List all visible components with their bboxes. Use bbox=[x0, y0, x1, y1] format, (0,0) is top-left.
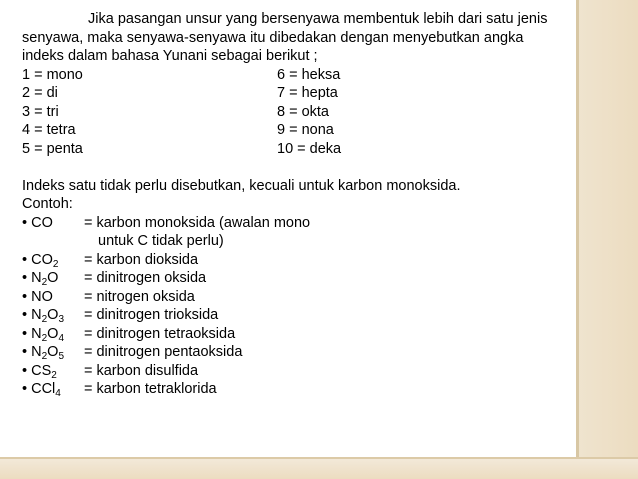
bullet: • bbox=[22, 381, 28, 397]
bullet: • bbox=[22, 214, 28, 231]
compound-name-continuation: untuk C tidak perlu) bbox=[98, 233, 224, 249]
compound-name: = karbon tetraklorida bbox=[84, 381, 217, 397]
bullet: • bbox=[22, 288, 28, 305]
subscript: 2 bbox=[52, 258, 59, 270]
spacer bbox=[22, 158, 582, 177]
formula-part: O bbox=[47, 325, 59, 342]
formula-part: N bbox=[31, 270, 42, 286]
subscript: 2 bbox=[41, 351, 48, 362]
decorative-bottom-band bbox=[0, 457, 638, 479]
formula-part: N bbox=[31, 325, 42, 342]
subscript: 2 bbox=[41, 277, 48, 288]
subscript: 2 bbox=[41, 314, 48, 325]
example-row bbox=[22, 325, 582, 344]
decorative-side-band bbox=[576, 0, 638, 479]
formula-part: O bbox=[47, 307, 59, 323]
formula-part: O bbox=[47, 344, 59, 360]
subscript: 4 bbox=[55, 388, 61, 399]
bullet: • bbox=[22, 362, 28, 379]
bullet: • bbox=[22, 344, 28, 360]
prefix-row bbox=[22, 66, 582, 85]
bullet: • bbox=[22, 307, 28, 323]
compound-name: = nitrogen oksida bbox=[84, 288, 195, 305]
formula bbox=[22, 306, 84, 325]
compound-name: = karbon disulfida bbox=[84, 362, 199, 379]
example-row bbox=[22, 362, 582, 381]
prefix-right: 8 = okta bbox=[277, 103, 329, 120]
bullet: • bbox=[22, 325, 28, 342]
formula bbox=[22, 380, 84, 399]
prefix-left: 1 = mono bbox=[22, 66, 83, 83]
prefix-row bbox=[22, 84, 582, 103]
prefix-row bbox=[22, 140, 582, 159]
example-heading: Contoh: bbox=[22, 196, 73, 212]
subscript: 5 bbox=[58, 351, 64, 362]
prefix-left: 2 = di bbox=[22, 85, 58, 101]
slide-content bbox=[22, 10, 582, 399]
compound-name: = dinitrogen trioksida bbox=[84, 307, 219, 323]
compound-name: = dinitrogen tetraoksida bbox=[84, 325, 236, 342]
example-row bbox=[22, 380, 582, 399]
formula-part: CO bbox=[31, 251, 53, 268]
prefix-left: 4 = tetra bbox=[22, 122, 76, 138]
compound-name: = dinitrogen pentaoksida bbox=[84, 344, 243, 360]
formula-part: CO bbox=[31, 214, 53, 231]
prefix-left: 3 = tri bbox=[22, 103, 59, 120]
formula-part: O bbox=[47, 270, 59, 286]
intro-line-2: senyawa, maka senyawa-senyawa itu dibedakan dengan menyebutkan angka bbox=[22, 29, 524, 46]
prefix-right: 9 = nona bbox=[277, 122, 334, 138]
prefix-left: 5 = penta bbox=[22, 140, 83, 157]
note-text: Indeks satu tidak perlu disebutkan, kecuali untuk karbon monoksida. bbox=[22, 177, 461, 194]
intro-line-3: indeks dalam bahasa Yunani sebagai berikut ; bbox=[22, 48, 318, 64]
compound-name: = karbon dioksida bbox=[84, 251, 199, 268]
subscript: 2 bbox=[41, 332, 48, 344]
formula bbox=[22, 214, 84, 233]
bullet: • bbox=[22, 251, 28, 268]
example-row bbox=[22, 288, 582, 307]
formula bbox=[22, 343, 84, 362]
formula-part: CS bbox=[31, 362, 52, 379]
subscript: 2 bbox=[51, 369, 57, 381]
prefix-right: 6 = heksa bbox=[277, 66, 341, 83]
prefix-right: 7 = hepta bbox=[277, 85, 338, 101]
example-row bbox=[22, 214, 582, 233]
bullet: • bbox=[22, 270, 28, 286]
formula-part: N bbox=[31, 307, 42, 323]
formula-part: N bbox=[31, 344, 42, 360]
formula bbox=[22, 325, 84, 344]
example-row bbox=[22, 269, 582, 288]
prefix-row bbox=[22, 103, 582, 122]
intro-line-1: Jika pasangan unsur yang bersenyawa membentuk lebih dari satu jenis bbox=[88, 11, 548, 27]
prefix-right: 10 = deka bbox=[277, 140, 342, 157]
compound-name: = dinitrogen oksida bbox=[84, 270, 207, 286]
example-list bbox=[22, 214, 582, 399]
subscript: 4 bbox=[58, 332, 64, 344]
formula bbox=[22, 251, 84, 270]
compound-name: = karbon monoksida (awalan mono bbox=[84, 214, 311, 231]
formula bbox=[22, 269, 84, 288]
subscript: 3 bbox=[58, 314, 64, 325]
formula-part: CCl bbox=[31, 381, 56, 397]
example-row bbox=[22, 343, 582, 362]
prefix-table bbox=[22, 66, 582, 159]
example-row bbox=[22, 251, 582, 270]
formula-part: NO bbox=[31, 288, 53, 305]
formula bbox=[22, 288, 84, 307]
prefix-row bbox=[22, 121, 582, 140]
example-row bbox=[22, 306, 582, 325]
formula bbox=[22, 362, 84, 381]
